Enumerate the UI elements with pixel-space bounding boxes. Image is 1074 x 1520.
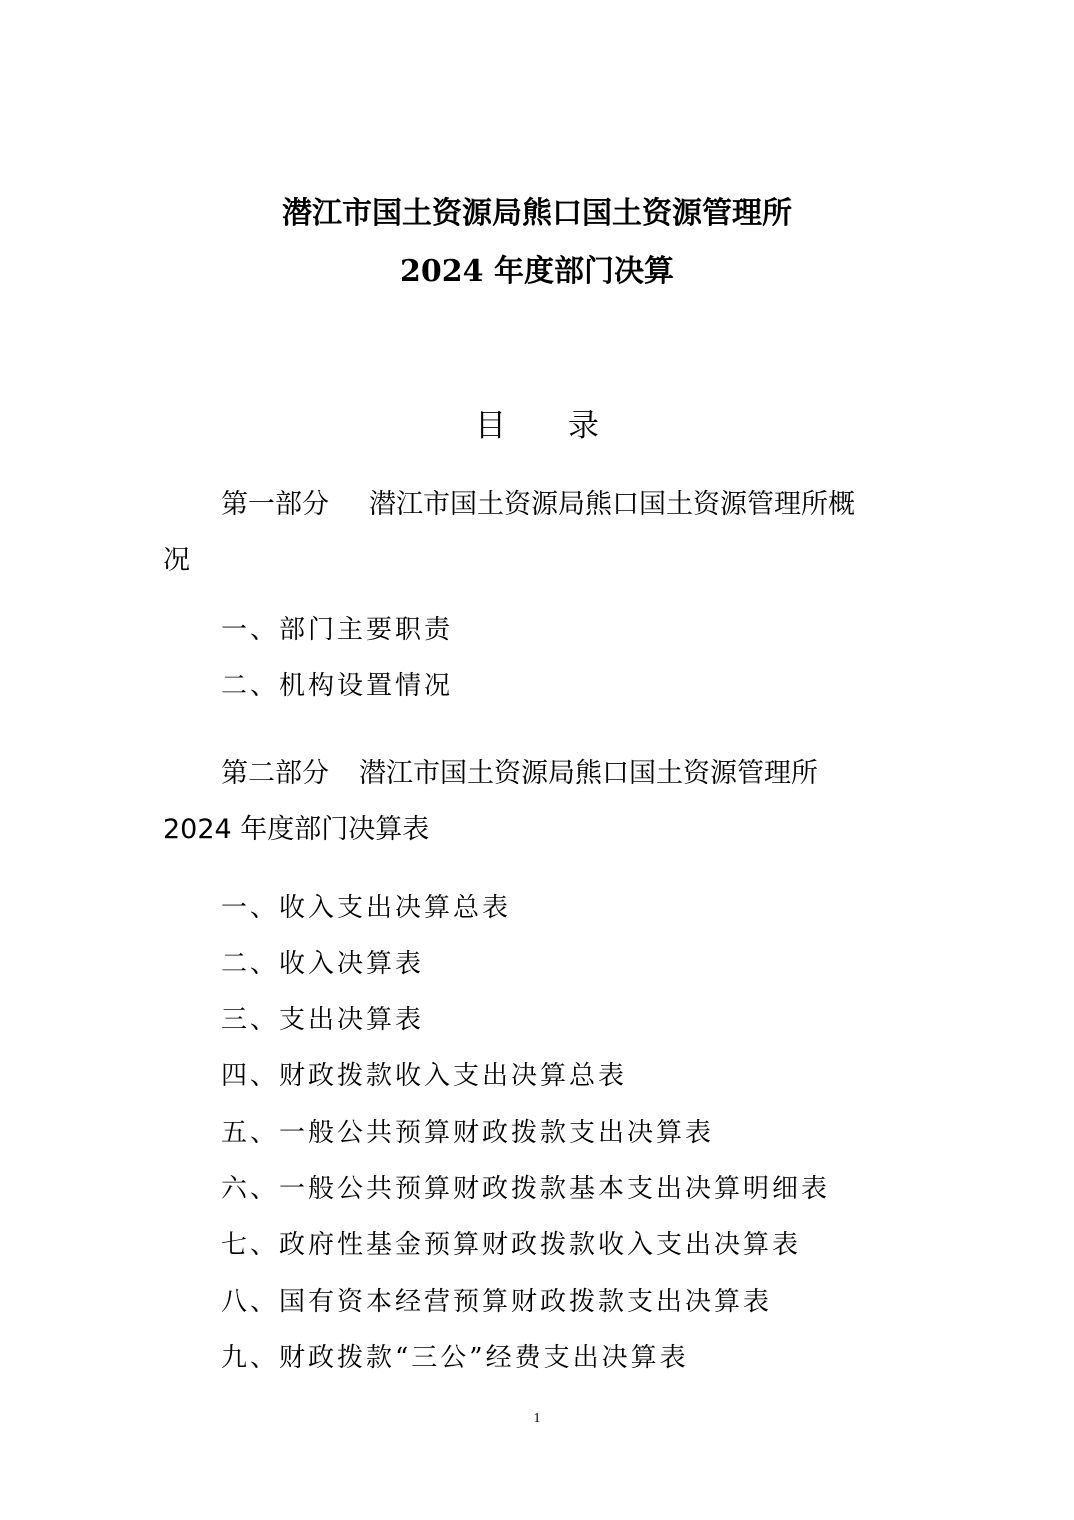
part2-item-2: 二、收入决算表 [221,949,425,979]
part2-item-1: 一、收入支出决算总表 [221,893,512,923]
part1-text-line2: 况 [163,545,190,576]
toc-heading-left: 目 [475,408,506,444]
part1-label: 第一部分 [221,489,329,520]
part2-text-line1: 潜江市国土资源局熊口国土资源管理所 [359,758,818,789]
page-number: 1 [533,1411,541,1426]
part2-item-6: 六、一般公共预算财政拨款基本支出决算明细表 [221,1174,831,1204]
part2-item-8: 八、国有资本经营预算财政拨款支出决算表 [221,1287,773,1317]
part1-text-line1: 潜江市国土资源局熊口国土资源管理所概 [369,489,855,520]
toc-heading [0,406,1074,446]
part2-heading [221,756,818,792]
toc-heading-right: 录 [568,408,599,444]
part2-item-9: 九、财政拨款“三公”经费支出决算表 [221,1343,689,1373]
part1-heading [221,487,855,523]
part2-item-7: 七、政府性基金预算财政拨款收入支出决算表 [221,1230,802,1260]
document-title-line-2: 2024 年度部门决算 [400,254,674,289]
part2-text-line2: 2024 年度部门决算表 [163,814,430,845]
part1-item-2: 二、机构设置情况 [221,671,454,701]
part2-item-3: 三、支出决算表 [221,1005,425,1035]
part2-item-4: 四、财政拨款收入支出决算总表 [221,1061,628,1091]
part2-item-5: 五、一般公共预算财政拨款支出决算表 [221,1118,715,1148]
document-title-line-1: 潜江市国土资源局熊口国土资源管理所 [282,196,792,231]
part1-item-1: 一、部门主要职责 [221,615,454,645]
part2-label: 第二部分 [221,758,329,789]
